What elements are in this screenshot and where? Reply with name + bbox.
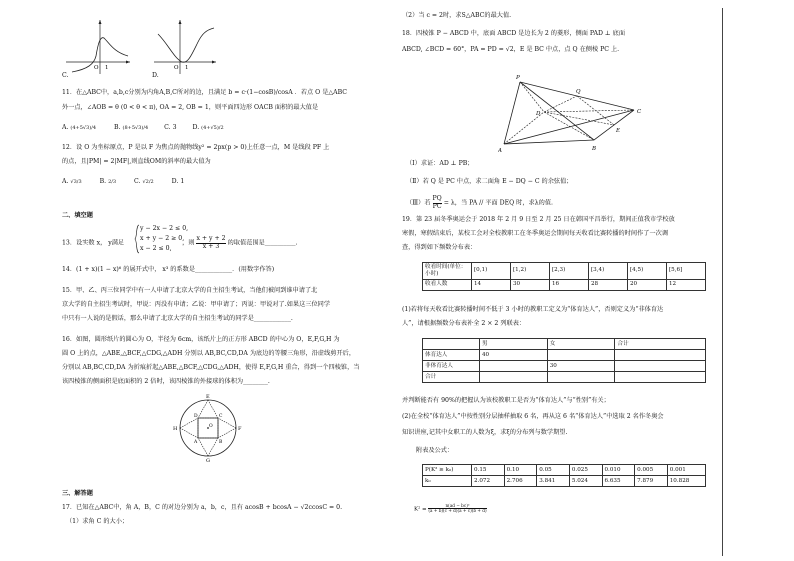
header-cell xyxy=(423,339,480,350)
column-divider xyxy=(722,8,723,556)
q15-line-1: 15．甲、乙、丙三位同学中有一人申请了北京大学的自主招生考试，当他们被问到谁申请了北 xyxy=(62,287,318,294)
row-label: P(K² ≥ k₀) xyxy=(423,465,472,476)
label-f: F xyxy=(238,426,242,432)
q11-text: 11．在△ABC中，a,b,c分别为内角A,B,C所对的边，且满足 b = c·(1−cosB)/cosA ．若点 O 是△ABC xyxy=(62,89,348,96)
row-label: 体育达人 xyxy=(423,350,480,361)
critical-value-table xyxy=(422,464,706,487)
cell: 0.005 xyxy=(635,465,668,476)
svg-text:1: 1 xyxy=(105,65,109,71)
q18-text: 18．四棱锥 P − ABCD 中，底面 ABCD 是边长为 2 的菱形，侧面 PAD ⊥ 底面 xyxy=(402,30,626,37)
q15-line-3: 中只有一人说的是假话，那么申请了北京大学的自主招生考试的同学是____________. xyxy=(62,315,293,322)
q19-part-1b: 并判断能否有 90%的把握认为该校教职工是否为“体育达人”与“性别”有关； xyxy=(402,397,610,404)
q17-part-2: （2）当 c = 2时，求S△ABC的最大值. xyxy=(402,12,512,19)
table-row xyxy=(423,372,706,383)
svg-text:O: O xyxy=(174,65,179,71)
q19-intro-2: 寒假，寒假结束后，某校工会对全校教职工在冬季奥运会期间每天收看比赛转播的时间作了一次调 xyxy=(402,230,669,237)
label-d: D xyxy=(194,414,198,419)
q16-line-4: 该四棱锥的侧面积是底面积的 2 倍时，该四棱锥的外接球的体积为________. xyxy=(62,378,270,385)
header-cell: 收看时间(单位：小时) xyxy=(423,263,472,280)
cell xyxy=(615,350,706,361)
header-cell: [5,6] xyxy=(667,263,706,280)
row-label: 收看人数 xyxy=(423,279,472,290)
count-cell: 20 xyxy=(628,279,667,290)
label-p: P xyxy=(516,75,520,81)
q10-option-c: C. xyxy=(62,72,69,79)
q11-text2: 外一点，∠AOB = θ (0 < θ < π), OA = 2, OB = 1，则平面四边形 OACB 面积的最大值是 xyxy=(62,104,319,111)
cell: 0.10 xyxy=(504,465,537,476)
q16-circle-figure xyxy=(170,392,246,462)
q12-options: A. √3/3 B. 2/3 C. √2/2 D. 1 xyxy=(62,178,185,185)
cell: 5.024 xyxy=(569,476,602,487)
svg-text:1: 1 xyxy=(185,65,189,71)
q14-text: 14．(1 + x)(1 − x)⁶ 的展开式中， x³ 的系数是____________．(用数字作答) xyxy=(62,266,275,273)
header-cell: [2,3) xyxy=(550,263,589,280)
q13-constraint-1: y − 2x − 2 ≤ 0, xyxy=(140,225,189,232)
q19-part-1-line-2: 人”，请根据频数分布表补全 2 × 2 列联表： xyxy=(402,320,526,327)
label-o: O xyxy=(209,424,213,429)
row-label: 合计 xyxy=(423,372,480,383)
table-row xyxy=(423,339,706,350)
q17-part-1: （1）求角 C 的大小； xyxy=(66,518,129,525)
q17-text: 17．已知在△ABC中，角 A，B，C 的对边分别为 a，b，c，且有 acosB + bcosA − √2ccosC = 0. xyxy=(62,504,343,511)
cell: 0.025 xyxy=(569,465,602,476)
q18-part-2: （Ⅱ）若 Q 是 PC 中点，求二面角 E − DQ − C 的余弦值； xyxy=(406,178,573,185)
q13-line: 13．设实数 x， y满足 ，则 $\frac{x + y + 2}{x + 3}$ 的取值范围是__________. xyxy=(62,235,298,250)
cell: 0.001 xyxy=(667,465,705,476)
frequency-table xyxy=(422,262,706,291)
q19-part-2-line-2: 知识讲座,记其中女职工的人数为ξ，求ξ的分布列与数学期望. xyxy=(402,429,568,436)
cell: 2.706 xyxy=(504,476,537,487)
count-cell: 30 xyxy=(511,279,550,290)
header-cell: [0,1) xyxy=(472,263,511,280)
table-row xyxy=(423,361,706,372)
q19-intro-3: 查，得到如下频数分布表： xyxy=(402,244,477,251)
count-cell: 16 xyxy=(550,279,589,290)
q19-attach: 附表及公式： xyxy=(416,447,454,454)
q13-constraint-2: x + y − 2 ≥ 0, xyxy=(140,235,185,242)
q18-text2: ABCD, ∠BCD = 60°，PA = PD = √2，E 是 BC 中点，点 Q 在侧棱 PC 上. xyxy=(402,46,620,53)
q10-option-graphs xyxy=(58,14,218,78)
cell xyxy=(615,372,706,383)
section-answer: 三、解答题 xyxy=(62,490,93,497)
header-cell: 女 xyxy=(547,339,615,350)
cell: 40 xyxy=(480,350,548,361)
q16-line-2: 圆 O 上的点，△ABE,△BCF,△CDG,△ADH 分别以 AB,BC,CD,DA 为底边的等腰三角形，沿虚线剪开后， xyxy=(62,350,356,357)
header-cell: 合计 xyxy=(615,339,706,350)
graph-c xyxy=(66,20,130,74)
cell: 30 xyxy=(547,361,615,372)
count-cell: 12 xyxy=(667,279,706,290)
q12-text2: 的点，且|PM| = 2|MF|,则直线OM的斜率的最大值为 xyxy=(62,158,211,165)
count-cell: 14 xyxy=(472,279,511,290)
cell: 0.15 xyxy=(472,465,505,476)
label-c: C xyxy=(637,109,642,115)
section-fill-blank: 二、填空题 xyxy=(62,212,93,219)
chi-square-formula: K² = $\frac{\text{n(ad − bc)²}}{(a + b)(c + d)(a + c)(b + d)}$ xyxy=(414,503,487,514)
q19-part-2-line-1: (2)在全校“体育达人”中按性别分层抽样抽取 6 名，再从这 6 名“体育达人”中选取 2 名作冬奥会 xyxy=(402,413,664,420)
q19-intro-1: 19．第 23 届冬季奥运会于 2018 年 2 月 9 日至 2 月 25 日在韩国平昌举行，期间正值我市学校放 xyxy=(402,216,675,223)
cell: 0.05 xyxy=(537,465,570,476)
q16-line-3: 分别以 AB,BC,CD,DA 为折痕折起△ABE,△BCF,△CDG,△ADH，使得 E,F,G,H 重合，得到一个四棱锥，当 xyxy=(62,364,360,371)
table-row xyxy=(423,350,706,361)
header-cell: [3,4) xyxy=(589,263,628,280)
q18-pyramid-figure xyxy=(498,62,648,154)
cell: 10.828 xyxy=(667,476,705,487)
table-row xyxy=(423,263,706,280)
contingency-table xyxy=(422,338,706,383)
q16-line-1: 16．如图，圆形纸片的圆心为 O，半径为 6cm，该纸片上的正方形 ABCD 的中心为 O，E,F,G,H 为 xyxy=(62,336,340,343)
table-row xyxy=(423,476,706,487)
header-cell: [1,2) xyxy=(511,263,550,280)
header-cell: 男 xyxy=(480,339,548,350)
cell xyxy=(547,372,615,383)
table-row xyxy=(423,465,706,476)
cell: 7.879 xyxy=(635,476,668,487)
q19-part-1-line-1: (1)若将每天收看比赛转播时间不低于 3 小时的教职工定义为“体育达人”，否则定义为“非体育达 xyxy=(402,306,664,313)
label-b: B xyxy=(219,440,223,445)
q15-line-2: 京大学的自主招生考试时，甲说：丙没有申请；乙说：甲申请了；丙说：甲说对了.如果这三位同学 xyxy=(62,301,331,308)
q18-part-1: （Ⅰ）求证：AD ⊥ PB； xyxy=(406,160,474,167)
label-h: H xyxy=(173,426,178,432)
q18-part-3: （Ⅲ）若 $\frac{PQ}{PC}$ = λ，当 PA // 平面 DEQ 时，求λ的值. xyxy=(406,195,553,210)
label-c: C xyxy=(219,414,223,419)
cell xyxy=(480,372,548,383)
cell xyxy=(480,361,548,372)
count-cell: 28 xyxy=(589,279,628,290)
cell: 6.635 xyxy=(602,476,635,487)
label-g: G xyxy=(206,458,210,462)
header-cell: [4,5) xyxy=(628,263,667,280)
q11-options: A. (4+5√3)/4 B. (8+5√3)/4 C. 3 D. (4+√5)/2 xyxy=(62,124,224,131)
label-a: A xyxy=(194,440,198,445)
cell: 0.010 xyxy=(602,465,635,476)
label-a: A xyxy=(498,148,502,154)
row-label: k₀ xyxy=(423,476,472,487)
graph-d xyxy=(154,20,216,74)
cell xyxy=(615,361,706,372)
label-q: Q xyxy=(576,89,581,95)
cell: 3.841 xyxy=(537,476,570,487)
svg-text:O: O xyxy=(94,65,99,71)
q10-option-d: D. xyxy=(152,72,159,79)
label-e: E xyxy=(616,128,621,134)
q12-text: 12．设 O 为坐标原点，P 是以 F 为焦点的抛物线y² = 2px(p > 0)上任意一点，M 是线段 PF 上 xyxy=(62,144,330,151)
cell: 2.072 xyxy=(472,476,505,487)
cell xyxy=(547,350,615,361)
label-e: E xyxy=(206,394,210,400)
table-row xyxy=(423,279,706,290)
label-d: D xyxy=(536,111,541,117)
row-label: 非体育达人 xyxy=(423,361,480,372)
q13-constraint-3: x − 2 ≤ 0, xyxy=(140,245,172,252)
label-b: B xyxy=(592,146,597,152)
